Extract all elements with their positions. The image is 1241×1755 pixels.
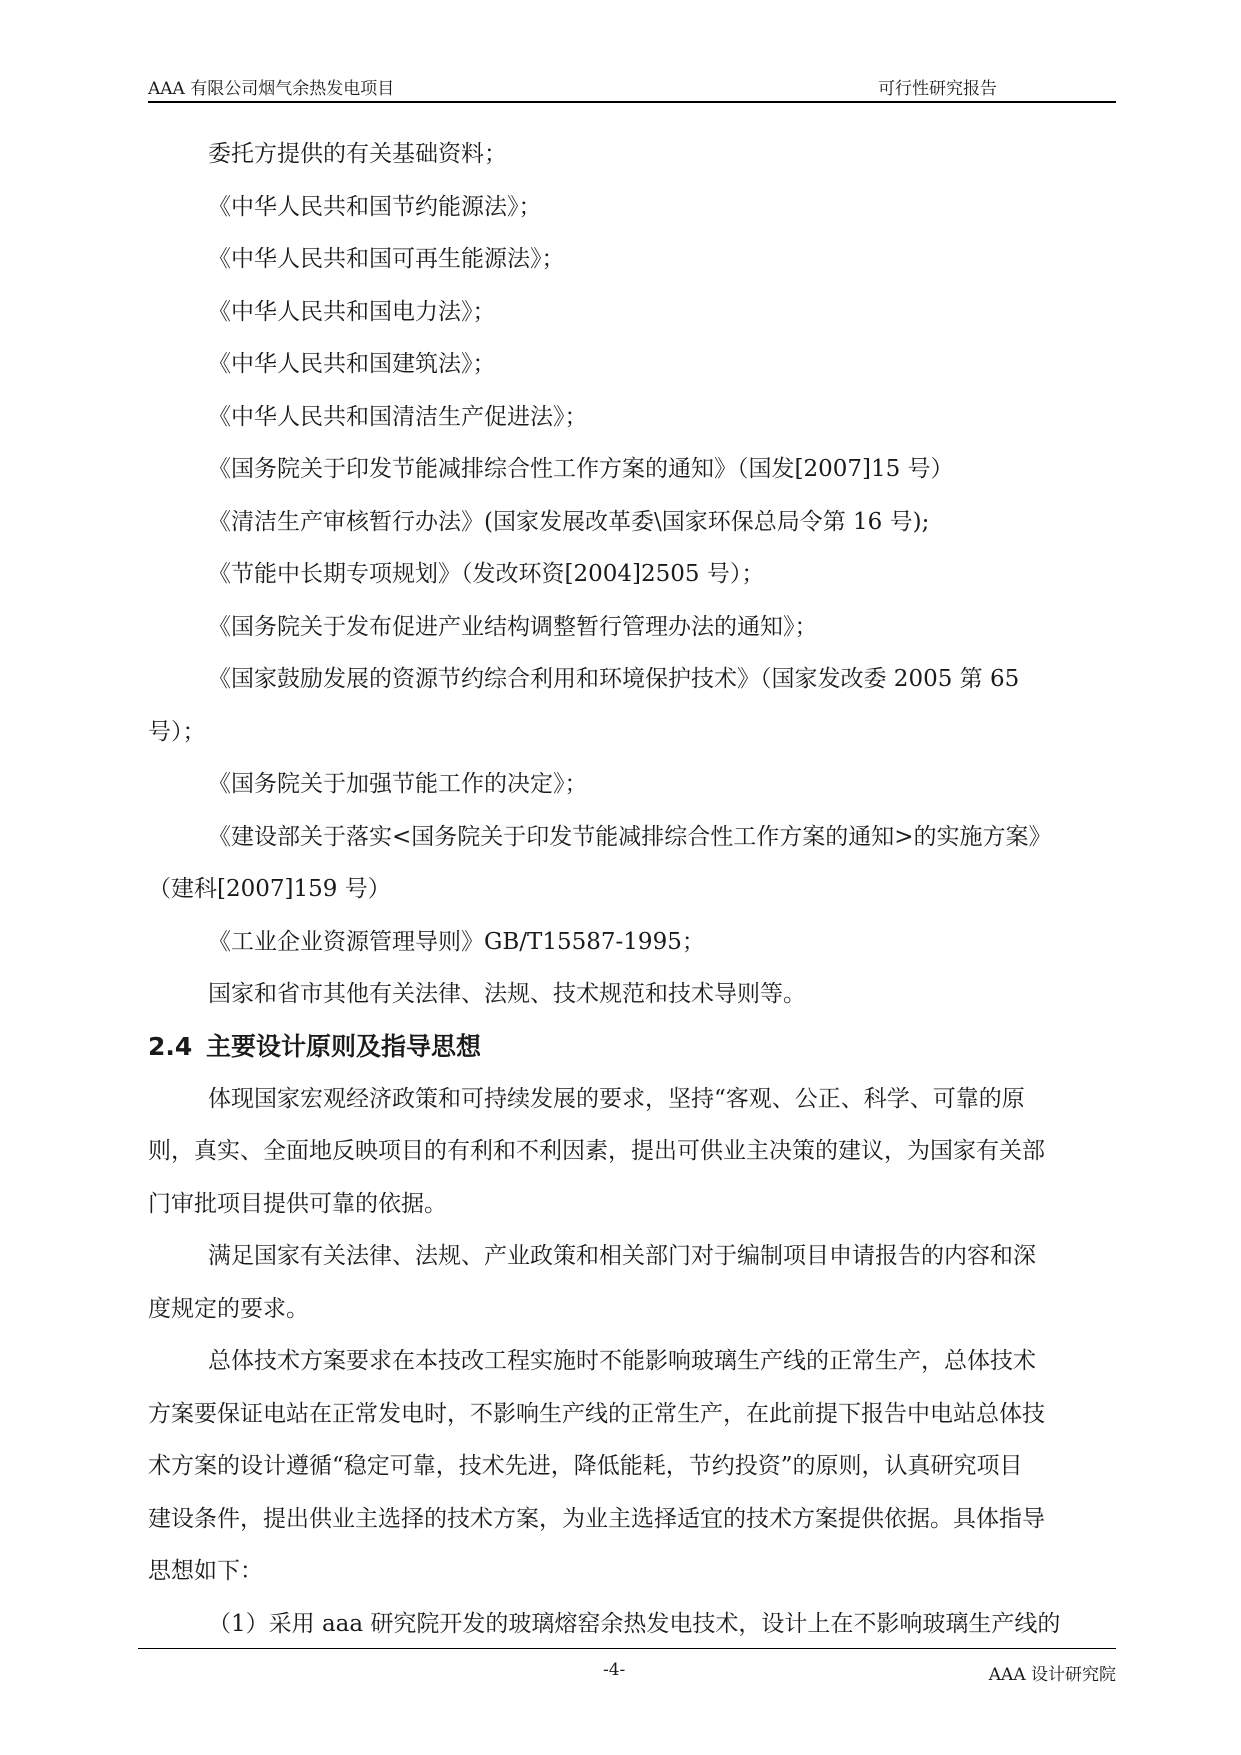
text-line: 《中华人民共和国可再生能源法》；: [208, 246, 565, 272]
section-body: [148, 1073, 1116, 1651]
text-line: 《工业企业资源管理导则》GB/T15587-1995；: [208, 928, 705, 955]
body-text: [148, 128, 1116, 1650]
text-line: 《清洁生产审核暂行办法》(国家发展改革委\国家环保总局令第 16 号);: [208, 508, 930, 535]
text-line: 度规定的要求。: [148, 1295, 309, 1322]
header-project-title: AAA 有限公司烟气余热发电项目: [148, 79, 395, 99]
text-line: 《国家鼓励发展的资源节约综合利用和环境保护技术》（国家发改委 2005 第 65: [208, 666, 1020, 692]
text-line: 思想如下：: [148, 1558, 263, 1584]
text-line: 建设条件，提出供业主选择的技术方案，为业主选择适宜的技术方案提供依据。具体指导: [148, 1505, 1045, 1532]
text-line: 《国务院关于印发节能减排综合性工作方案的通知》（国发[2007]15 号）: [208, 456, 954, 482]
footer-rule: [138, 1648, 1116, 1649]
references-list: [148, 128, 1116, 1021]
section-title: 主要设计原则及指导思想: [206, 1031, 482, 1061]
footer-institute: AAA 设计研究院: [988, 1665, 1116, 1685]
text-line: 《中华人民共和国建筑法》；: [208, 351, 496, 377]
text-line: 《建设部关于落实<国务院关于印发节能减排综合性工作方案的通知>的实施方案》: [208, 823, 1052, 850]
text-line: 《中华人民共和国节约能源法》；: [208, 193, 542, 220]
text-line: 《国务院关于加强节能工作的决定》；: [208, 771, 588, 797]
text-line: 委托方提供的有关基础资料；: [208, 141, 507, 167]
text-line: 则，真实、全面地反映项目的有利和不利因素，提出可供业主决策的建议，为国家有关部: [148, 1138, 1045, 1164]
text-line: 《国务院关于发布促进产业结构调整暂行管理办法的通知》；: [208, 613, 818, 640]
text-line: 《中华人民共和国电力法》；: [208, 298, 496, 325]
text-line: （建科[2007]159 号）: [148, 876, 391, 902]
text-line: 《节能中长期专项规划》（发改环资[2004]2505 号）；: [208, 561, 765, 587]
text-line: 国家和省市其他有关法律、法规、技术规范和技术导则等。: [208, 981, 806, 1007]
text-line: 总体技术方案要求在本技改工程实施时不能影响玻璃生产线的正常生产，总体技术: [208, 1348, 1036, 1374]
header-report-type: 可行性研究报告: [878, 79, 997, 99]
text-line: 满足国家有关法律、法规、产业政策和相关部门对于编制项目申请报告的内容和深: [208, 1243, 1036, 1269]
text-line: 《中华人民共和国清洁生产促进法》；: [208, 403, 588, 430]
section-number: 2.4: [148, 1031, 193, 1061]
section-heading: [148, 1021, 1116, 1073]
header-rule: [148, 101, 1116, 103]
text-line: （1）采用 aaa 研究院开发的玻璃熔窑余热发电技术，设计上在不影响玻璃生产线的: [208, 1610, 1061, 1637]
text-line: 体现国家宏观经济政策和可持续发展的要求，坚持“客观、公正、科学、可靠的原: [208, 1085, 1025, 1112]
page-number: -4-: [603, 1660, 626, 1680]
text-line: 门审批项目提供可靠的依据。: [148, 1190, 447, 1217]
text-line: 方案要保证电站在正常发电时，不影响生产线的正常生产，在此前提下报告中电站总体技: [148, 1400, 1045, 1427]
text-line: 术方案的设计遵循“稳定可靠，技术先进，降低能耗，节约投资”的原则，认真研究项目: [148, 1453, 1023, 1479]
text-line: 号）；: [148, 718, 206, 745]
